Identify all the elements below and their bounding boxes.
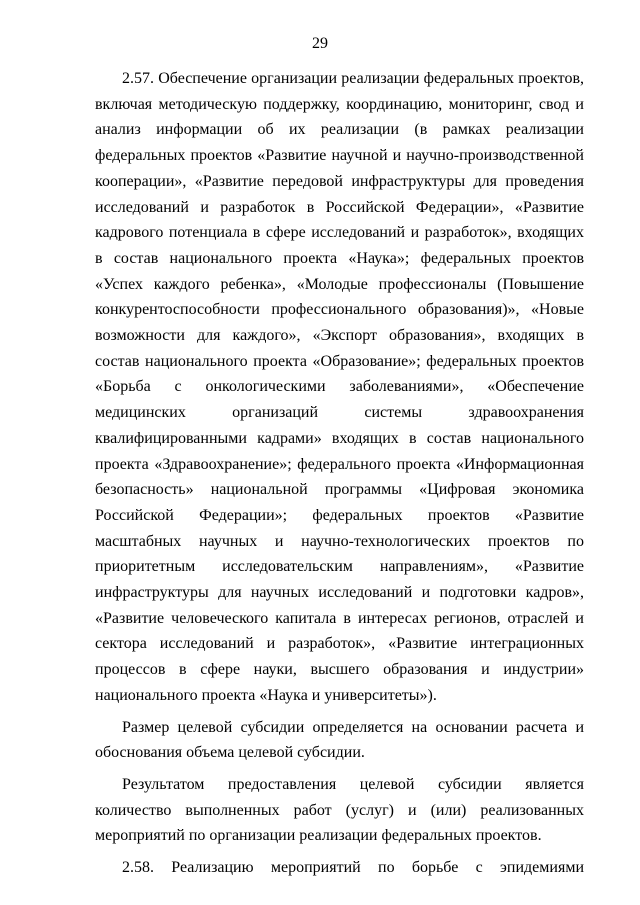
word: по — [378, 859, 395, 877]
document-body — [95, 66, 584, 881]
word: 2.58. — [122, 859, 154, 877]
word: мероприятий — [270, 859, 361, 877]
word: борьбе — [411, 859, 459, 877]
paragraph-subsidy-size: Размер целевой субсидии определяется на основании расчета и обоснования объема целевой субсидии. — [95, 718, 584, 762]
word: с — [475, 859, 483, 877]
page-number: 29 — [312, 35, 328, 52]
word: эпидемиями — [500, 859, 584, 877]
paragraph-2-57: 2.57. Обеспечение организации реализации федеральных проектов, включая методическую поддержку, координацию, мониторинг, свод и анализ информации об их реализации (в рамках реализации федеральных проектов «Развитие научной и научно-производственной кооперации», «Развитие передовой инфраструктуры для проведения исследований и разработок в Российской Федерации», «Развитие кадрового потенциала в сфере исследований и разработок», входящих в состав национального проекта «Наука»; федеральных проектов «Успех каждого ребенка», «Молодые профессионалы (Повышение конкурентоспособности профессионального образования)», «Новые возможности для каждого», «Экспорт образования», входящих в состав национального проекта «Образование»; федеральных проектов «Борьба с онкологическими заболеваниями», «Обеспечение медицинских организаций системы здравоохранения квалифицированными кадрами» входящих в состав национального проекта «Здравоохранение»; федерального проекта «Информационная безопасность» национальной программы «Цифровая экономика Российской Федерации»; федеральных проектов «Развитие масштабных научных и научно-технологических проектов по приоритетным исследовательским направлениям», «Развитие инфраструктуры для научных исследований и подготовки кадров», «Развитие человеческого капитала в интересах регионов, отраслей и сектора исследований и разработок», «Развитие интеграционных процессов в сфере науки, высшего образования и индустрии» национального проекта «Наука и университеты»). — [95, 70, 584, 704]
word: Реализацию — [171, 859, 254, 877]
paragraph-2-58-first-line — [95, 855, 584, 881]
paragraph-subsidy-result: Результатом предоставления целевой субсидии является количество выполненных работ (услуг) и (или) реализованных мероприятий по организации реализации федеральных проектов. — [95, 775, 584, 845]
